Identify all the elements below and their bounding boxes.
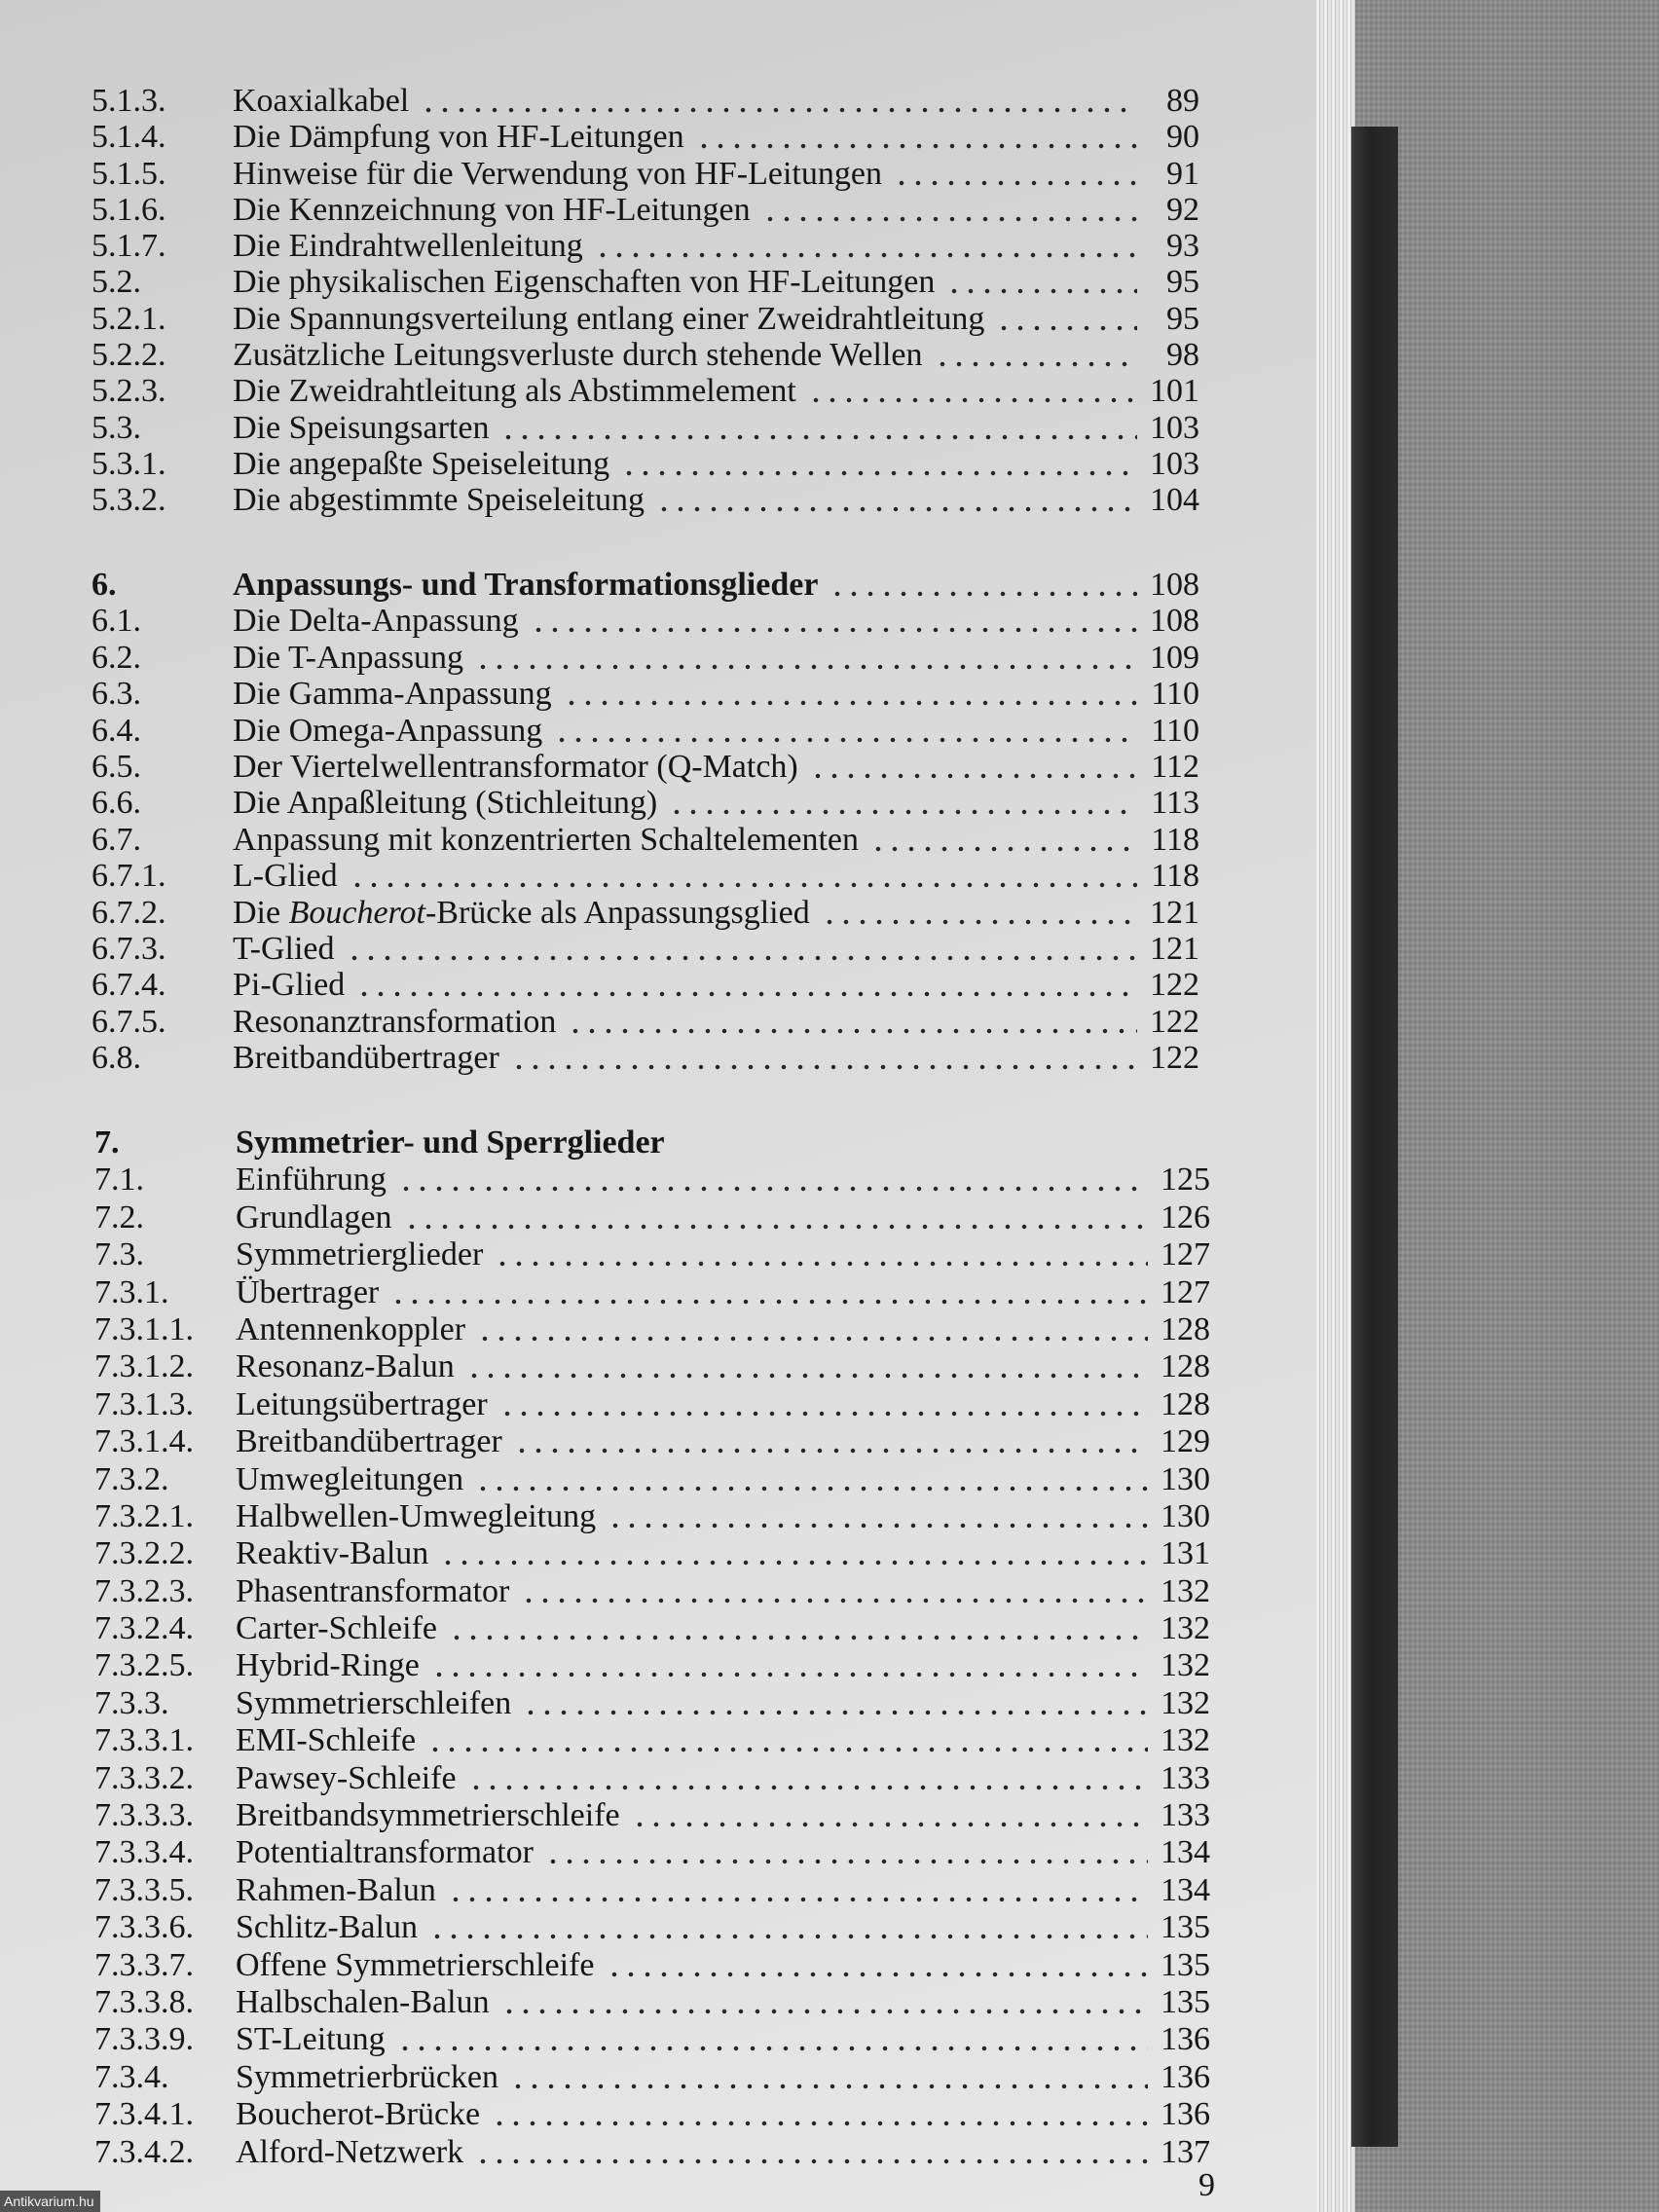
toc-entry-number: 7.3.1.1. — [94, 1310, 194, 1347]
toc-entry-number: 7.3.4. — [94, 2058, 169, 2095]
toc-row — [94, 1274, 1210, 1311]
toc-row — [92, 1004, 1199, 1040]
toc-entry-page: 130 — [1161, 1460, 1210, 1497]
toc-entry-number: 7.3.2.4. — [94, 1610, 194, 1647]
toc-entry-number: 6.4. — [92, 712, 141, 749]
toc-row — [92, 785, 1199, 821]
toc-entry-page: 89 — [1166, 83, 1199, 119]
toc-entry-page: 133 — [1161, 1759, 1210, 1796]
toc-row — [92, 931, 1199, 967]
toc-entry-number: 5.3. — [92, 409, 141, 446]
toc-row — [92, 603, 1199, 639]
toc-row — [92, 482, 1199, 518]
toc-entry-number: 6.7. — [92, 821, 141, 858]
toc-entry-title: Die Kennzeichnung von HF-Leitungen — [233, 191, 751, 228]
dot-leader — [440, 1535, 1148, 1572]
toc-row — [92, 446, 1199, 482]
toc-entry-title: Pawsey-Schleife — [236, 1759, 457, 1796]
toc-entry-number: 7.3.3.3. — [94, 1797, 194, 1834]
toc-entry-number: 7.3.1.2. — [94, 1348, 194, 1385]
toc-entry-number: 7.3.4.1. — [94, 2096, 194, 2133]
toc-entry-page: 132 — [1161, 1572, 1210, 1609]
dot-leader — [607, 1947, 1148, 1984]
toc-entry-title: T-Glied — [233, 930, 335, 967]
toc-entry-title: Die T-Anpassung — [233, 639, 464, 676]
dot-leader — [356, 967, 1137, 1003]
toc-entry-page: 118 — [1151, 858, 1199, 895]
toc-row — [92, 156, 1199, 192]
toc-row — [94, 1161, 1210, 1198]
toc-row — [92, 373, 1199, 409]
toc-entry-page: 136 — [1161, 2058, 1210, 2095]
dot-leader — [669, 785, 1137, 821]
toc-entry-title: Offene Symmetrierschleife — [236, 1946, 595, 1983]
toc-entry-number: 7.3.3.5. — [94, 1871, 194, 1908]
toc-entry-page: 131 — [1161, 1535, 1210, 1572]
toc-entry-number: 7.3. — [94, 1236, 144, 1273]
toc-entry-page: 122 — [1150, 1040, 1199, 1077]
toc-entry-page: 135 — [1161, 1983, 1210, 2020]
toc-entry-number: 5.2.1. — [92, 300, 166, 337]
toc-entry-number: 7.3.1.4. — [94, 1423, 194, 1460]
toc-entry-number: 7.3.3.1. — [94, 1722, 194, 1759]
toc-section-7 — [94, 1124, 1210, 2171]
toc-entry-title: ST-Leitung — [236, 2021, 386, 2058]
toc-entry-page: 90 — [1166, 119, 1199, 156]
toc-entry-title: Hinweise für die Verwendung von HF-Leitungen — [233, 155, 882, 192]
dot-leader — [429, 1909, 1148, 1946]
toc-entry-title: Resonanz-Balun — [236, 1348, 455, 1385]
toc-entry-page: 132 — [1161, 1722, 1210, 1759]
toc-entry-page: 103 — [1150, 409, 1199, 446]
toc-row — [92, 1040, 1199, 1076]
dot-leader — [935, 337, 1137, 373]
toc-entry-title: Hybrid-Ringe — [236, 1647, 420, 1684]
toc-entry-page: 91 — [1166, 155, 1199, 192]
toc-row — [94, 1573, 1210, 1610]
toc-entry-number: 7.3.3.7. — [94, 1946, 194, 1983]
toc-entry-page: 110 — [1151, 712, 1199, 749]
toc-entry-page: 92 — [1166, 191, 1199, 228]
toc-row — [94, 2096, 1210, 2133]
dot-leader — [492, 2096, 1148, 2133]
toc-entry-title: Die Dämpfung von HF-Leitungen — [233, 119, 684, 156]
toc-row — [92, 119, 1199, 155]
toc-entry-title: EMI-Schleife — [236, 1722, 417, 1759]
dot-leader — [475, 1461, 1148, 1498]
toc-entry-number: 7.3.3.6. — [94, 1909, 194, 1946]
dot-leader — [894, 156, 1137, 192]
dot-leader — [500, 410, 1137, 446]
toc-entry-page: 132 — [1161, 1684, 1210, 1721]
toc-entry-title: Symmetrier- und Sperrglieder — [236, 1124, 665, 1161]
dot-leader — [521, 1573, 1148, 1610]
dot-leader — [475, 640, 1137, 676]
toc-entry-title: Rahmen-Balun — [236, 1871, 436, 1908]
dot-leader — [477, 1311, 1148, 1348]
dot-leader — [510, 2059, 1148, 2096]
toc-row — [92, 822, 1199, 858]
toc-entry-page: 118 — [1151, 821, 1199, 858]
toc-entry-number: 5.2.3. — [92, 373, 166, 410]
dot-leader — [696, 119, 1137, 155]
toc-entry-page: 98 — [1166, 337, 1199, 374]
toc-entry-page: 101 — [1150, 373, 1199, 410]
toc-entry-title: Der Viertelwellentransformator (Q-Match) — [233, 748, 798, 785]
toc-entry-title: Grundlagen — [236, 1198, 392, 1235]
dot-leader — [501, 1984, 1148, 2021]
toc-entry-title: L-Glied — [233, 858, 338, 895]
toc-row — [92, 83, 1199, 119]
dot-leader — [499, 1386, 1148, 1423]
toc-row — [92, 676, 1199, 712]
dot-leader — [466, 1348, 1148, 1385]
dot-leader — [608, 1498, 1148, 1535]
toc-entry-number: 7.3.2.1. — [94, 1497, 194, 1534]
toc-entry-title: Anpassungs- und Transformationsglieder — [233, 567, 819, 603]
toc-entry-title-emphasis: Boucherot — [288, 894, 425, 931]
toc-entry-page: 122 — [1150, 1003, 1199, 1040]
toc-row — [94, 1984, 1210, 2021]
toc-entry-number: 7.3.1. — [94, 1273, 169, 1310]
toc-entry-title: Schlitz-Balun — [236, 1909, 418, 1946]
toc-entry-page: 110 — [1151, 676, 1199, 713]
toc-section-5 — [92, 83, 1199, 519]
toc-row — [94, 1909, 1210, 1946]
toc-entry-number: 7.3.4.2. — [94, 2133, 194, 2170]
dot-leader — [762, 192, 1137, 228]
toc-entry-number: 7.3.3.8. — [94, 1983, 194, 2020]
toc-entry-title: Boucherot-Brücke — [236, 2096, 481, 2133]
toc-row — [94, 1760, 1210, 1797]
toc-entry-title: Zusätzliche Leitungsverluste durch stehende Wellen — [233, 337, 923, 374]
dot-leader — [595, 228, 1137, 264]
toc-entry-page: 136 — [1161, 2021, 1210, 2058]
toc-entry-page: 132 — [1161, 1610, 1210, 1647]
dot-leader — [347, 931, 1137, 967]
toc-row — [94, 1236, 1210, 1273]
toc-entry-title: Reaktiv-Balun — [236, 1535, 429, 1572]
dot-leader — [632, 1797, 1148, 1834]
toc-entry-page: 128 — [1161, 1310, 1210, 1347]
toc-entry-title: Halbschalen-Balun — [236, 1983, 490, 2020]
toc-entry-title: Leitungsübertrager — [236, 1385, 488, 1422]
toc-entry-page: 128 — [1161, 1385, 1210, 1422]
toc-row — [92, 264, 1199, 300]
dot-leader — [449, 1610, 1148, 1647]
toc-entry-number: 5.1.4. — [92, 119, 166, 156]
dot-leader — [350, 858, 1137, 894]
toc-row — [94, 1498, 1210, 1535]
toc-entry-number: 7.3.2.5. — [94, 1647, 194, 1684]
dot-leader — [808, 373, 1137, 409]
toc-entry-title: Symmetrierbrücken — [236, 2058, 499, 2095]
toc-entry-page: 112 — [1151, 748, 1199, 785]
toc-entry-page: 113 — [1151, 785, 1199, 822]
toc-entry-title: Breitbandübertrager — [236, 1423, 502, 1460]
dot-leader — [564, 676, 1137, 712]
dot-leader — [390, 1274, 1148, 1311]
toc-entry-page: 121 — [1150, 894, 1199, 931]
toc-entry-number: 6.8. — [92, 1040, 141, 1077]
toc-entry-page: 135 — [1161, 1909, 1210, 1946]
toc-entry-number: 6.6. — [92, 785, 141, 822]
toc-entry-title: Phasentransformator — [236, 1572, 510, 1609]
toc-entry-title: Die Omega-Anpassung — [233, 712, 543, 749]
toc-entry-page: 136 — [1161, 2096, 1210, 2133]
toc-row — [92, 858, 1199, 894]
toc-row — [94, 1834, 1210, 1871]
toc-entry-page: 129 — [1161, 1423, 1210, 1460]
toc-entry-title — [233, 895, 810, 931]
toc-row — [92, 301, 1199, 337]
toc-entry-number: 6.7.3. — [92, 930, 166, 967]
toc-entry-page: 134 — [1161, 1871, 1210, 1908]
dot-leader — [554, 713, 1137, 749]
toc-entry-title-part: -Brücke als Anpassungsglied — [424, 894, 810, 931]
toc-row — [92, 895, 1199, 931]
toc-entry-number: 6.7.2. — [92, 894, 166, 931]
toc-entry-number: 5.1.5. — [92, 155, 166, 192]
toc-entry-page: 122 — [1150, 967, 1199, 1004]
watermark: Antikvarium.hu — [0, 2191, 100, 2212]
dot-leader — [398, 1161, 1148, 1198]
toc-entry-page: 127 — [1161, 1273, 1210, 1310]
toc-entry-title: Übertrager — [236, 1273, 380, 1310]
toc-entry-title: Halbwellen-Umwegleitung — [236, 1497, 597, 1534]
toc-entry-number: 5.2.2. — [92, 337, 166, 374]
dot-leader — [810, 749, 1137, 785]
toc-entry-number: 7.3.2.2. — [94, 1535, 194, 1572]
dot-leader — [531, 603, 1137, 639]
toc-entry-number: 5.2. — [92, 264, 141, 301]
toc-entry-number: 5.3.1. — [92, 445, 166, 482]
toc-entry-number: 6.7.1. — [92, 858, 166, 895]
toc-row — [94, 1610, 1210, 1647]
toc-entry-number: 7.3.2. — [94, 1460, 169, 1497]
dot-leader — [431, 1647, 1148, 1684]
toc-entry-title: Antennenkoppler — [236, 1310, 466, 1347]
page-stack-edges — [1316, 0, 1355, 2212]
toc-entry-title: Umwegleitungen — [236, 1460, 464, 1497]
dot-leader — [870, 822, 1137, 858]
toc-entry-number: 7. — [94, 1124, 120, 1161]
toc-entry-title: Breitbandübertrager — [233, 1040, 499, 1077]
page-number: 9 — [1198, 2167, 1215, 2203]
toc-entry-number: 6.3. — [92, 676, 141, 713]
toc-row — [94, 1647, 1210, 1684]
toc-entry-page: 134 — [1161, 1834, 1210, 1871]
toc-entry-title-part: Die — [233, 894, 289, 931]
toc-entry-page: 93 — [1166, 228, 1199, 265]
toc-entry-number: 7.2. — [94, 1198, 144, 1235]
toc-row — [94, 1311, 1210, 1348]
toc-entry-title: Die physikalischen Eigenschaften von HF-Leitungen — [233, 264, 936, 301]
dot-leader — [568, 1004, 1137, 1040]
toc-entry-title: Koaxialkabel — [233, 83, 410, 119]
book-cover-edge — [1351, 127, 1398, 2147]
toc-row — [92, 713, 1199, 749]
toc-entry-number: 7.3.2.3. — [94, 1572, 194, 1609]
dot-leader — [523, 1685, 1148, 1722]
toc-row — [94, 2021, 1210, 2058]
toc-row — [94, 1797, 1210, 1834]
toc-row — [94, 1423, 1210, 1460]
toc-entry-number: 5.3.2. — [92, 482, 166, 519]
toc-entry-number: 5.1.6. — [92, 191, 166, 228]
toc-entry-page: 135 — [1161, 1946, 1210, 1983]
dot-leader — [822, 895, 1137, 931]
toc-entry-number: 6.7.5. — [92, 1003, 166, 1040]
toc-section-6 — [92, 567, 1199, 1076]
toc-entry-page: 126 — [1161, 1198, 1210, 1235]
toc-entry-title: Potentialtransformator — [236, 1834, 534, 1871]
toc-entry-title: Carter-Schleife — [236, 1610, 437, 1647]
dot-leader — [404, 1199, 1148, 1236]
toc-row — [92, 967, 1199, 1003]
toc-entry-title: Resonanztransformation — [233, 1003, 557, 1040]
toc-entry-number: 6.2. — [92, 639, 141, 676]
toc-entry-number: 6.5. — [92, 748, 141, 785]
dot-leader — [475, 2134, 1148, 2171]
toc-entry-title: Die Zweidrahtleitung als Abstimmelement — [233, 373, 796, 410]
toc-row — [92, 410, 1199, 446]
dot-leader — [495, 1236, 1148, 1273]
toc-entry-number: 7.3.3.2. — [94, 1759, 194, 1796]
toc-entry-page: 130 — [1161, 1497, 1210, 1534]
toc-row — [94, 1685, 1210, 1722]
toc-entry-number: 7.3.1.3. — [94, 1385, 194, 1422]
toc-row — [94, 1722, 1210, 1759]
toc-entry-number: 5.1.7. — [92, 228, 166, 265]
toc-entry-title: Alford-Netzwerk — [236, 2133, 464, 2170]
dot-leader — [511, 1040, 1137, 1076]
toc-entry-page: 128 — [1161, 1348, 1210, 1385]
toc-entry-page: 132 — [1161, 1647, 1210, 1684]
toc-row — [94, 1947, 1210, 1984]
toc-entry-number: 6.1. — [92, 603, 141, 640]
toc-entry-page: 103 — [1150, 445, 1199, 482]
toc-chapter-row — [94, 1124, 1210, 1161]
dot-leader — [656, 482, 1137, 518]
toc-entry-title: Einführung — [236, 1161, 387, 1198]
toc-chapter-row — [92, 567, 1199, 603]
toc-entry-title: Die Gamma-Anpassung — [233, 676, 552, 713]
toc-entry-page: 95 — [1166, 264, 1199, 301]
toc-entry-page: 109 — [1150, 639, 1199, 676]
toc-entry-title: Anpassung mit konzentrierten Schaltelementen — [233, 821, 859, 858]
toc-entry-title: Symmetrierglieder — [236, 1236, 484, 1273]
toc-entry-title: Die Delta-Anpassung — [233, 603, 519, 640]
toc-row — [92, 337, 1199, 373]
toc-entry-page: 125 — [1161, 1161, 1210, 1198]
toc-entry-number: 6.7.4. — [92, 967, 166, 1004]
toc-entry-title: Die Spannungsverteilung entlang einer Zweidrahtleitung — [233, 300, 985, 337]
toc-entry-page: 104 — [1150, 482, 1199, 519]
toc-entry-title: Breitbandsymmetrierschleife — [236, 1797, 620, 1834]
toc-entry-page: 95 — [1166, 300, 1199, 337]
toc-row — [92, 640, 1199, 676]
toc-entry-number: 7.3.3.9. — [94, 2021, 194, 2058]
toc-entry-page: 127 — [1161, 1236, 1210, 1273]
toc-row — [94, 2134, 1210, 2171]
toc-row — [94, 1535, 1210, 1572]
toc-entry-page: 108 — [1150, 567, 1199, 603]
dot-leader — [448, 1872, 1148, 1909]
toc-entry-title: Die Anpaßleitung (Stichleitung) — [233, 785, 658, 822]
toc-row — [94, 1872, 1210, 1909]
toc-row — [94, 2059, 1210, 2096]
toc-entry-title: Die Eindrahtwellenleitung — [233, 228, 583, 265]
toc-entry-number: 7.3.3.4. — [94, 1834, 194, 1871]
dot-leader — [946, 264, 1137, 300]
dot-leader — [830, 567, 1137, 603]
toc-row — [92, 192, 1199, 228]
toc-row — [92, 228, 1199, 264]
toc-entry-title: Symmetrierschleifen — [236, 1684, 512, 1721]
toc-entry-title: Die angepaßte Speiseleitung — [233, 445, 610, 482]
toc-entry-title: Die abgestimmte Speiseleitung — [233, 482, 645, 519]
dot-leader — [621, 446, 1137, 482]
dot-leader — [468, 1760, 1148, 1797]
toc-row — [94, 1199, 1210, 1236]
toc-row — [94, 1348, 1210, 1385]
dot-leader — [421, 83, 1137, 119]
toc-entry-page: 137 — [1161, 2133, 1210, 2170]
toc-entry-number: 7.1. — [94, 1161, 144, 1198]
toc-entry-number: 7.3.3. — [94, 1684, 169, 1721]
dot-leader — [996, 301, 1137, 337]
toc-entry-number: 6. — [92, 567, 117, 603]
dot-leader — [545, 1834, 1148, 1871]
toc-entry-page: 133 — [1161, 1797, 1210, 1834]
dot-leader — [427, 1722, 1148, 1759]
dot-leader — [514, 1423, 1148, 1460]
toc-entry-page: 108 — [1150, 603, 1199, 640]
toc-entry-number: 5.1.3. — [92, 83, 166, 119]
toc-row — [94, 1461, 1210, 1498]
dot-leader — [397, 2021, 1148, 2058]
toc-entry-title: Die Speisungsarten — [233, 409, 490, 446]
toc-row — [92, 749, 1199, 785]
toc-entry-page: 121 — [1150, 930, 1199, 967]
toc-entry-title: Pi-Glied — [233, 967, 346, 1004]
toc-row — [94, 1386, 1210, 1423]
